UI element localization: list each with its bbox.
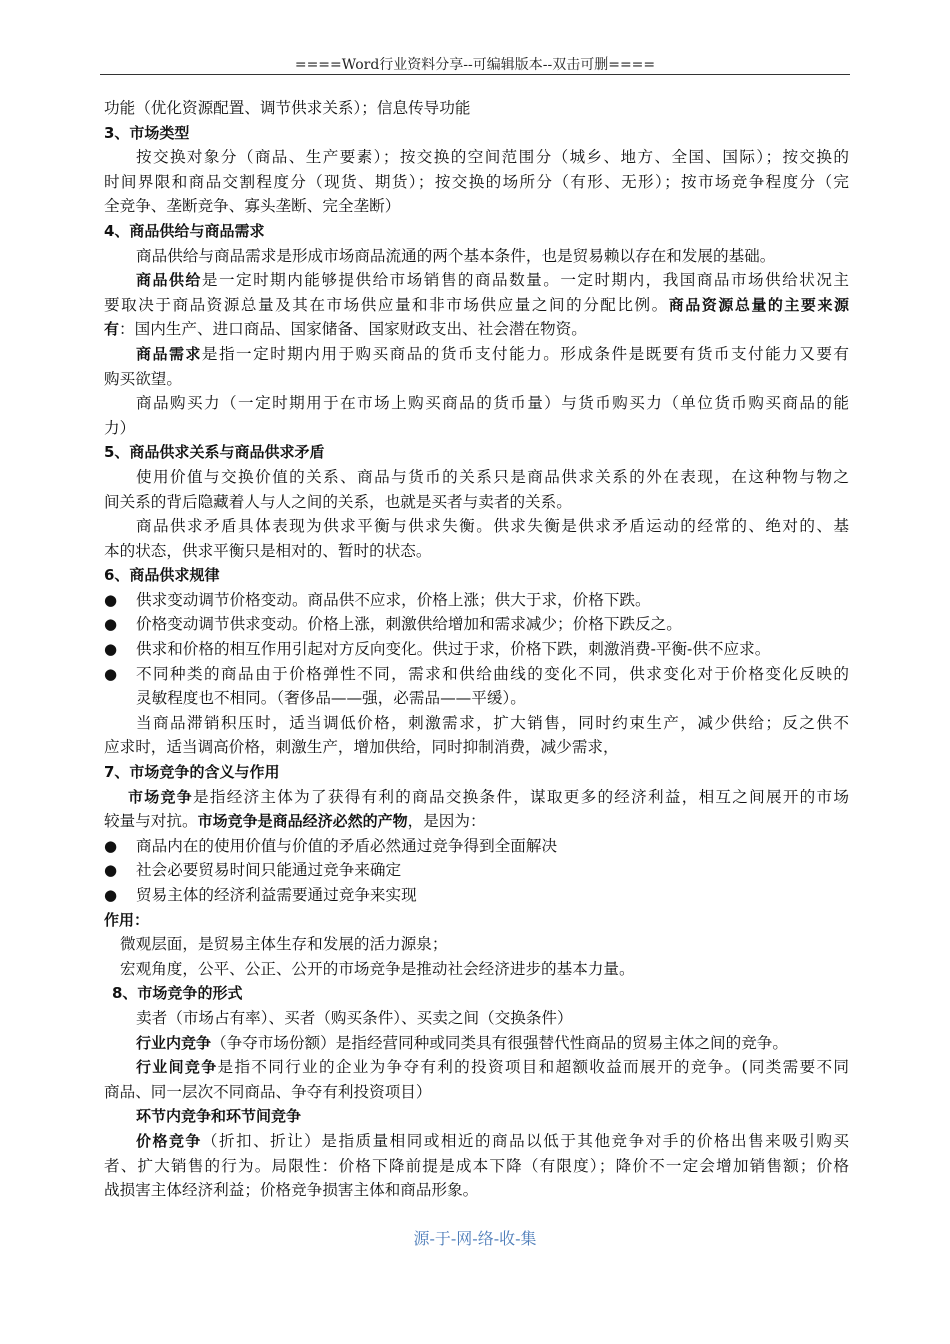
paragraph [104,785,849,810]
paragraph [104,293,849,318]
paragraph: 按交换对象分（商品、生产要素）；按交换的空间范围分（城乡、地方、全国、国际）；按交换的 [136,148,849,167]
paragraph: 时间界限和商品交割程度分（现货、期货）；按交换的场所分（有形、无形）；按市场竞争程度分（完 [104,172,849,191]
list-item-text: 商品内在的使用价值与价值的矛盾必然通过竞争得到全面解决 [136,836,558,855]
bullet-icon: ● [104,664,118,683]
term-bold: 环节内竞争和环节间竞争 [136,1107,302,1126]
paragraph: 功能（优化资源配置、调节供求关系）；信息传导功能 [104,99,471,117]
page-footer: 源-于-网-络-收-集 [413,1229,537,1248]
paragraph: 商品供求矛盾具体表现为供求平衡与供求失衡。供求失衡是供求矛盾运动的经常的、绝对的、基 [136,517,849,536]
document-body [104,96,849,1203]
term-bold: 价格竞争 [136,1131,202,1150]
paragraph [104,1055,849,1080]
text-run: 是一定时期内能够提供给市场销售的商品数量。一定时期内，我国商品市场供给状况主 [201,271,849,290]
list-item [104,637,849,662]
text-run: （争夺市场份额）是指经营同种或同类具有很强替代性商品的贸易主体之间的竞争。 [211,1033,788,1052]
paragraph: 微观层面，是贸易主体生存和发展的活力源泉； [120,935,448,954]
term-bold: 行业间竞争 [136,1058,218,1077]
list-item-continuation: 灵敏程度也不相同。（奢侈品——强，必需品——平缓）。 [136,689,526,708]
list-item [104,834,849,859]
page-header: ====Word行业资料分享--可编辑版本--双击可删==== [294,57,656,73]
list-item-text: 不同种类的商品由于价格弹性不同，需求和供给曲线的变化不同，供求变化对于价格变化反映的 [136,664,849,683]
bullet-icon: ● [104,615,118,634]
paragraph: 卖者（市场占有率）、买者（购买条件）、买卖之间（交换条件） [136,1008,573,1027]
paragraph [104,1031,849,1056]
term-bold: 商品供给 [136,271,202,290]
list-item [104,883,849,908]
text-run: 要取决于商品资源总量及其在市场供应量和非市场供应量之间的分配比例。 [104,295,669,314]
list-item-text: 供求变动调节价格变动。商品供不应求，价格上涨；供大于求，价格下跌。 [136,590,651,609]
paragraph: 商品购买力（一定时期用于在市场上购买商品的货币量）与货币购买力（单位货币购买商品的能 [136,394,849,413]
paragraph: 者、扩大销售的行为。局限性：价格下降前提是成本下降（有限度）；降价不一定会增加销售额；价格 [104,1156,849,1175]
bullet-icon: ● [104,886,118,904]
paragraph: 当商品滞销积压时，适当调低价格，刺激需求，扩大销售，同时约束生产，减少供给；反之供不 [136,713,849,732]
list-item [104,858,849,883]
section-heading-8: 8、市场竞争的形式 [112,984,243,1003]
list-item-text: 价格变动调节供求变动。价格上涨，刺激供给增加和需求减少；价格下跌反之。 [136,615,682,634]
paragraph [104,1129,849,1154]
section-heading-7: 7、市场竞争的含义与作用 [104,763,280,782]
paragraph: 使用价值与交换价值的关系、商品与货币的关系只是商品供求关系的外在表现，在这种物与物之 [136,467,849,486]
section-heading-5: 5、商品供求关系与商品供求矛盾 [104,443,325,462]
section-heading-4: 4、商品供给与商品需求 [104,221,265,240]
term-bold: 市场竞争 [128,787,194,806]
paragraph [104,1104,849,1129]
paragraph: 购买欲望。 [104,369,182,388]
paragraph: 宏观角度，公平、公正、公开的市场竞争是推动社会经济进步的基本力量。 [120,959,635,978]
paragraph: 全竞争、垄断竞争、寡头垄断、完全垄断） [104,197,401,216]
text-run: ：国内生产、进口商品、国家储备、国家财政支出、社会潜在物资。 [119,320,587,339]
term-bold: 行业内竞争 [136,1033,212,1052]
bullet-icon: ● [104,836,118,855]
text-run: 是指一定时期内用于购买商品的货币支付能力。形成条件是既要有货币支付能力又要有 [201,344,849,363]
term-bold: 市场竞争是商品经济必然的产物 [197,812,408,831]
bullet-icon: ● [104,861,118,880]
paragraph: 应求时，适当调高价格，刺激生产，增加供给，同时抑制消费，减少需求， [104,738,619,757]
paragraph: 间关系的背后隐藏着人与人之间的关系，也就是买者与卖者的关系。 [104,492,572,511]
list-item-text: 贸易主体的经济利益需要通过竞争来实现 [136,886,417,904]
header-rule [100,74,850,75]
paragraph: 商品、同一层次不同商品、争夺有利投资项目） [104,1082,432,1101]
term-bold: 有 [104,320,120,339]
paragraph [104,809,849,834]
paragraph [104,342,849,367]
section-heading-6: 6、商品供求规律 [104,566,220,585]
text-run: 是指经济主体为了获得有利的商品交换条件，谋取更多的经济利益，相互之间展开的市场 [193,787,849,806]
term-bold: 商品需求 [136,344,202,363]
text-run: ，是因为： [407,812,486,831]
subheading-effect: 作用： [104,910,150,929]
section-heading-3: 3、市场类型 [104,123,190,142]
paragraph [104,317,849,342]
list-item [104,588,849,613]
list-item [104,662,849,687]
term-bold: 商品资源总量的主要来源 [668,295,849,314]
bullet-icon: ● [104,590,118,609]
text-run: 是指不同行业的企业为争夺有利的投资项目和超额收益而展开的竞争。(同类需要不同 [217,1058,849,1077]
list-item [104,612,849,637]
paragraph: 本的状态，供求平衡只是相对的、暂时的状态。 [104,541,432,560]
paragraph: 战损害主体经济利益；价格竞争损害主体和商品形象。 [104,1181,479,1200]
list-item-text: 供求和价格的相互作用引起对方反向变化。供过于求，价格下跌，刺激消费-平衡-供不应求。 [136,640,771,659]
text-run: 较量与对抗。 [104,812,198,831]
paragraph: 商品供给与商品需求是形成市场商品流通的两个基本条件，也是贸易赖以存在和发展的基础。 [136,246,776,265]
bullet-icon: ● [104,640,118,659]
paragraph: 力） [104,418,136,437]
text-run: （折扣、折让）是指质量相同或相近的商品以低于其他竞争对手的价格出售来吸引购买 [201,1131,849,1150]
paragraph [104,268,849,293]
list-item-text: 社会必要贸易时间只能通过竞争来确定 [136,861,402,880]
